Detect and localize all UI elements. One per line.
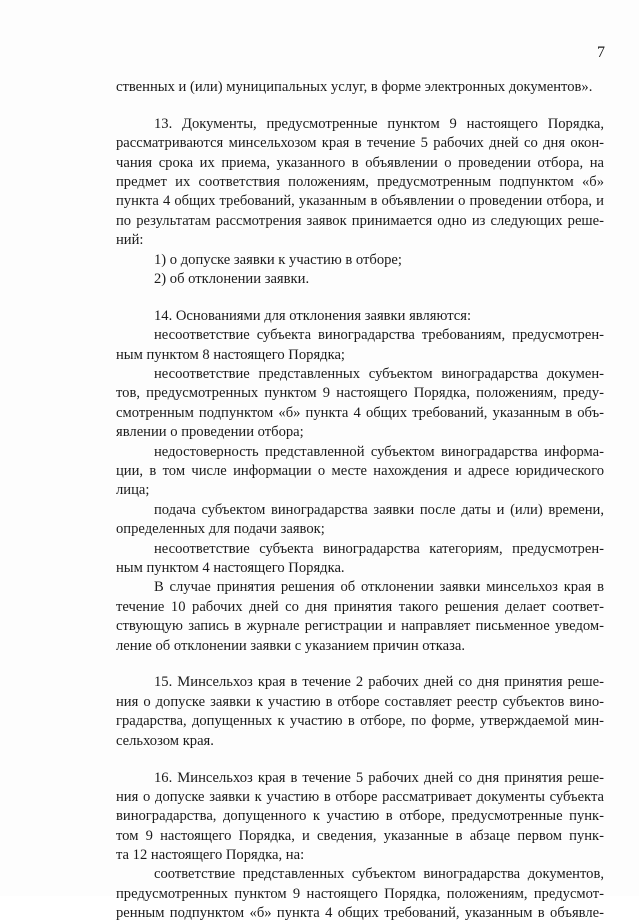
text-line: 16. Минсельхоз края в течение 5 рабочих дней со дня принятия реше- (154, 769, 604, 786)
paragraph-spacer (116, 751, 604, 769)
text-line: 14. Основаниями для отклонения заявки являются: (154, 307, 472, 324)
text-line: том 9 настоящего Порядка, и сведения, указанные в абзаце первом пунк- (116, 827, 604, 844)
text-line: ствующую запись в журнале регистрации и направляет письменное уведом- (116, 618, 604, 635)
text-line: явлении о проведении отбора; (116, 424, 304, 441)
text-line: ным пунктом 4 настоящего Порядка. (116, 559, 345, 576)
text-line: недостоверность представленной субъектом виноградарства информа- (154, 443, 604, 460)
text-line: тов, предусмотренных пунктом 9 настоящего Порядка, положениям, преду- (116, 385, 604, 402)
text-line: смотренным подпунктом «б» пункта 4 общих требований, указанным в объ- (116, 404, 604, 421)
text-line: сельхозом края. (116, 732, 214, 749)
document-body (116, 78, 604, 924)
paragraph (116, 307, 604, 656)
text-line: градарства, допущенных к участию в отборе, по форме, утверждаемой мин- (116, 713, 604, 730)
page-number: 7 (597, 44, 605, 61)
text-line: та 12 настоящего Порядка, на: (116, 847, 305, 864)
text-line: несоответствие представленных субъектом виноградарства докумен- (154, 366, 604, 383)
paragraph (116, 769, 604, 924)
text-line: пункта 4 общих требований, указанным в объявлении о проведении отбора, и (116, 193, 604, 210)
text-line: 15. Минсельхоз края в течение 2 рабочих дней со дня принятия реше- (154, 674, 604, 691)
text-line: чания срока их приема, указанного в объявлении о проведении отбора, на (116, 154, 604, 171)
text-line: В случае принятия решения об отклонении заявки минсельхоз края в (154, 579, 604, 596)
text-line: течение 10 рабочих дней со дня принятия такого решения делает соответ- (116, 598, 604, 615)
paragraph (116, 78, 604, 97)
text-line: ния о допуске заявки к участию в отборе составляет реестр субъектов вино- (116, 693, 604, 710)
text-line: ление об отклонении заявки с указанием причин отказа. (116, 637, 466, 654)
text-line: рассматриваются минсельхозом края в течение 5 рабочих дней со дня окон- (116, 135, 604, 152)
paragraph (116, 115, 604, 290)
text-line: ственных и (или) муниципальных услуг, в форме электронных документов». (116, 79, 593, 95)
paragraph (116, 673, 604, 751)
text-line: несоответствие субъекта виноградарства категориям, предусмотрен- (154, 540, 604, 557)
text-line: по результатам рассмотрения заявок принимается одно из следующих реше- (116, 212, 604, 229)
text-line: лица; (116, 482, 150, 499)
text-line: ния о допуске заявки к участию в отборе рассматривает документы субъекта (116, 788, 604, 805)
text-line: предмет их соответствия положениям, предусмотренным подпунктом «б» (116, 174, 604, 191)
text-line: ции, в том числе информации о месте нахождения и адресе юридического (116, 463, 604, 480)
text-line: 1) о допуске заявки к участию в отборе; (154, 251, 402, 268)
text-line: ний: (116, 232, 144, 249)
text-line: 13. Документы, предусмотренные пунктом 9 настоящего Порядка, (154, 115, 604, 132)
text-line: подача субъектом виноградарства заявки после даты и (или) времени, (154, 501, 604, 518)
text-line: предусмотренных пунктом 9 настоящего Порядка, положениям, предусмот- (116, 885, 604, 902)
paragraph-spacer (116, 656, 604, 674)
text-line: ренным подпунктом «б» пункта 4 общих требований, указанным в объявле- (116, 905, 604, 922)
text-line: ным пунктом 8 настоящего Порядка; (116, 346, 345, 363)
text-line: определенных для подачи заявок; (116, 521, 325, 538)
text-line: виноградарства, допущенного к участию в отборе, предусмотренные пунк- (116, 808, 604, 825)
paragraph-spacer (116, 97, 604, 115)
text-line: соответствие представленных субъектом виноградарства документов, (154, 866, 604, 883)
paragraph-spacer (116, 289, 604, 307)
text-line: несоответствие субъекта виноградарства требованиям, предусмотрен- (154, 327, 604, 344)
text-line: 2) об отклонении заявки. (154, 271, 310, 288)
